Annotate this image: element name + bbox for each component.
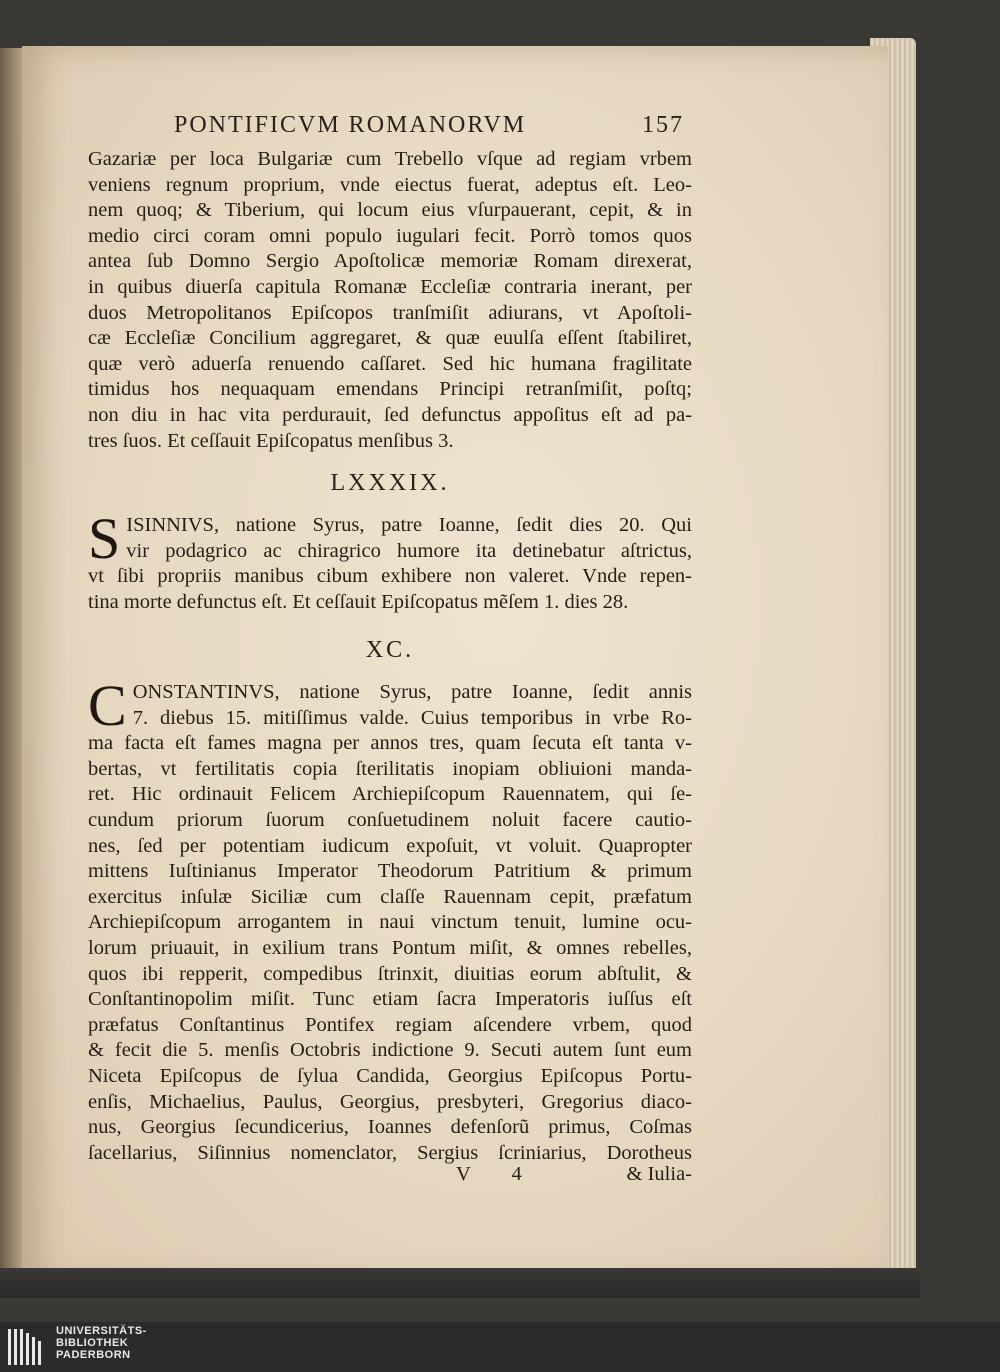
text-line: nem quoq; & Tiberium, qui locum eius vſurpauerant, cepit, & in bbox=[88, 199, 692, 222]
text-line: ret. Hic ordinauit Felicem Archiepiſcopum Rauennatem, qui ſe- bbox=[88, 783, 692, 806]
library-bar bbox=[0, 1322, 1000, 1372]
text-line: lorum priuauit, in exilium trans Pontum miſit, & omnes rebelles, bbox=[88, 936, 692, 959]
text-line: Niceta Epiſcopus de ſylua Candida, Georgius Epiſcopus Portu- bbox=[88, 1064, 692, 1087]
continued-paragraph bbox=[88, 147, 692, 454]
text-line: ONSTANTINVS, natione Syrus, patre Ioanne, ſedit annis bbox=[132, 681, 692, 703]
library-name bbox=[56, 1325, 147, 1361]
text-line: mittens Iuſtinianus Imperator Theodorum Patritium & primum bbox=[88, 860, 692, 883]
text-line: antea ſub Domno Sergio Apoſtolicæ memoriæ Romam direxerat, bbox=[88, 250, 692, 273]
text-line: & fecit die 5. menſis Octobris indictione 9. Secuti autem ſunt eum bbox=[88, 1039, 692, 1062]
library-name-line3: PADERBORN bbox=[56, 1349, 131, 1361]
drop-cap-s: S bbox=[88, 506, 121, 571]
text-line: cæ Eccleſiæ Concilium aggregaret, & quæ euulſa eſſent ſtabiliret, bbox=[88, 327, 692, 350]
text-line: nes, ſed per potentiam iudicum expoſuit, vt voluit. Quapropter bbox=[88, 834, 692, 857]
drop-cap-c: C bbox=[88, 673, 127, 738]
text-line: in quibus diuerſa capitula Romanæ Eccleſiæ contraria inerant, per bbox=[88, 275, 692, 298]
text-line: cundum priorum ſuorum conſuetudinem noluit facere cautio- bbox=[88, 808, 692, 831]
text-line: Gazariæ per loca Bulgariæ cum Trebello vſque ad regiam vrbem bbox=[88, 148, 692, 170]
catchword: & Iulia- bbox=[626, 1163, 692, 1185]
text-line: Conſtantinopolim miſit. Tunc etiam ſacra Imperatoris iuſſus eſt bbox=[88, 988, 692, 1011]
text-line: bertas, vt fertilitatis copia ſterilitatis inopiam obliuioni manda- bbox=[88, 757, 692, 780]
text-line: quæ verò aduerſa renuendo caſſaret. Sed hic humana fragilitate bbox=[88, 352, 692, 375]
text-line: non diu in hac vita perdurauit, ſed defunctus appoſitus eſt ad pa- bbox=[88, 403, 692, 426]
bottom-shadow bbox=[0, 1268, 920, 1298]
page-footer bbox=[88, 1163, 692, 1191]
text-line: medio circi coram omni populo iugulari fecit. Porrò tomos quos bbox=[88, 224, 692, 247]
text-line: vt ſibi propriis manibus cibum exhibere non valeret. Vnde repen- bbox=[88, 565, 692, 588]
running-title: PONTIFICVM ROMANORVM bbox=[174, 112, 527, 138]
text-line: veniens regnum proprium, vnde eiectus fuerat, adeptus eſt. Leo- bbox=[88, 173, 692, 196]
signature-mark: V 4 bbox=[456, 1163, 540, 1185]
library-name-line1: UNIVERSITÄTS- bbox=[56, 1325, 147, 1337]
text-line-last: tina morte defunctus eſt. Et ceſſauit Epiſcopatus mẽſem 1. dies 28. bbox=[88, 590, 629, 613]
text-line: præfatus Conſtantinus Pontifex regiam aſcendere vrbem, quod bbox=[88, 1013, 692, 1036]
library-logo-icon bbox=[6, 1327, 46, 1367]
text-line: nus, Georgius ſecundicerius, Ioannes defenſorũ primus, Coſmas bbox=[88, 1116, 692, 1139]
text-line: 7. diebus 15. mitiſſimus valde. Cuius temporibus in vrbe Ro- bbox=[132, 706, 692, 729]
text-line: quos ibi repperit, compedibus ſtrinxit, diuitias eorum abſtulit, & bbox=[88, 962, 692, 985]
text-line: enſis, Michaelius, Paulus, Georgius, presbyteri, Gregorius diaco- bbox=[88, 1090, 692, 1113]
section-heading-89: LXXXIX. bbox=[330, 470, 450, 496]
paragraph-89 bbox=[88, 506, 692, 615]
text-line: ma facta eſt fames magna per annos tres, quam ſecuta eſt tanta v- bbox=[88, 732, 692, 755]
text-line: ſacellarius, Siſinnius nomenclator, Sergius ſcriniarius, Dorotheus bbox=[88, 1141, 692, 1164]
text-line: duos Metropolitanos Epiſcopos tranſmiſit adiurans, vt Apoſtoli- bbox=[88, 301, 692, 324]
page-header bbox=[88, 112, 692, 146]
paragraph-90 bbox=[88, 673, 692, 1166]
text-line: exercitus inſulæ Siciliæ cum claſſe Rauennam cepit, præfatum bbox=[88, 885, 692, 908]
text-line-last: tres ſuos. Et ceſſauit Epiſcopatus menſibus 3. bbox=[88, 429, 454, 452]
text-line: ISINNIVS, natione Syrus, patre Ioanne, ſedit dies 20. Qui bbox=[126, 514, 692, 536]
text-line: timidus hos nequaquam emendans Principi retranſmiſit, poſtq; bbox=[88, 378, 692, 401]
folio-number: 157 bbox=[642, 112, 684, 138]
text-line: Archiepiſcopum arrogantem in naui vinctum tenuit, lumine ocu- bbox=[88, 911, 692, 934]
library-name-line2: BIBLIOTHEK bbox=[56, 1337, 129, 1349]
section-heading-90: XC. bbox=[365, 637, 415, 663]
text-line: vir podagrico ac chiragrico humore ita detinebatur aſtrictus, bbox=[126, 539, 692, 562]
